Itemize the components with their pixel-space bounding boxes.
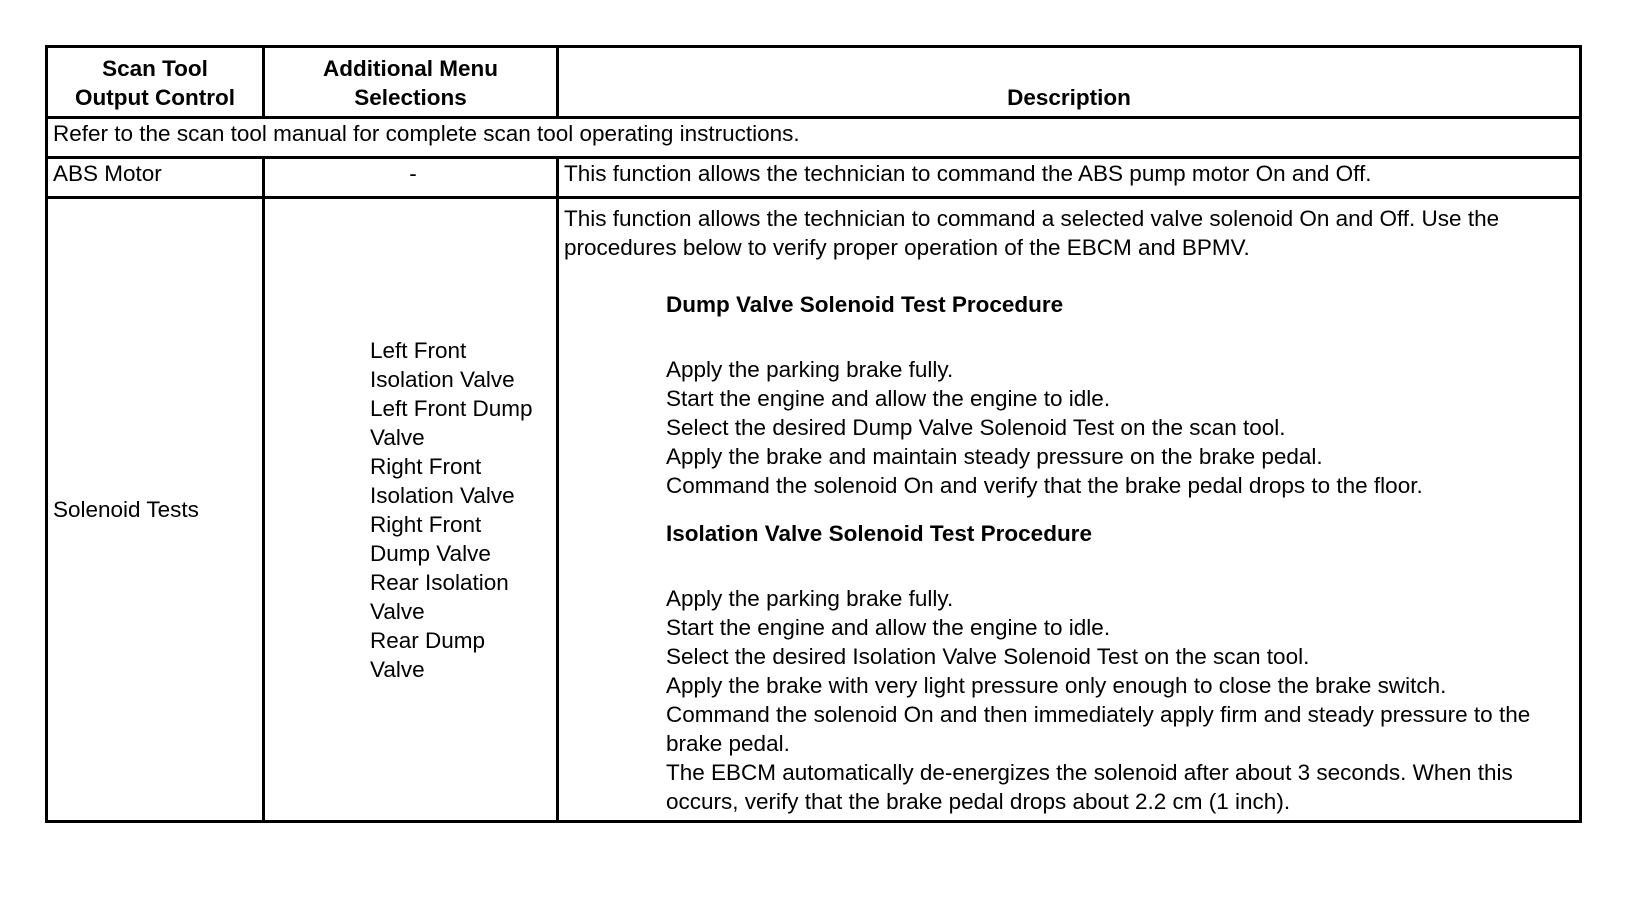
procedure-step: The EBCM automatically de-energizes the solenoid after about 3 seconds. When this occurs, verify that the brake pedal drops about 2.2 cm (1 inch). — [666, 760, 1513, 814]
procedure-step: Apply the parking brake fully. — [666, 586, 954, 611]
menu-selection-none: - — [264, 158, 558, 198]
menu-item: Rear Isolation Valve — [370, 569, 509, 624]
procedure-step: Select the desired Dump Valve Solenoid Test on the scan tool. — [666, 415, 1286, 440]
procedure-step: Start the engine and allow the engine to idle. — [666, 615, 1111, 640]
description-abs-motor: This function allows the technician to command the ABS pump motor On and Off. — [558, 158, 1581, 198]
procedure-step: Apply the brake with very light pressure only enough to close the brake switch. — [666, 673, 1447, 698]
header-scan-tool-output-control — [47, 47, 264, 118]
procedure-step: Command the solenoid On and verify that the brake pedal drops to the floor. — [666, 473, 1423, 498]
menu-item: Right Front Dump Valve — [370, 511, 491, 566]
description-solenoid-tests — [558, 198, 1581, 822]
procedure-step: Command the solenoid On and then immediately apply firm and steady pressure to the brake pedal. — [666, 702, 1531, 756]
header-col2-line1: Additional Menu — [323, 56, 498, 81]
control-solenoid-tests: Solenoid Tests — [47, 198, 264, 822]
header-description: Description — [558, 47, 1581, 118]
header-col1-line1: Scan Tool — [102, 56, 208, 81]
procedure-step: Apply the parking brake fully. — [666, 357, 954, 382]
procedure-title-isolation-valve: Isolation Valve Solenoid Test Procedure — [666, 521, 1092, 546]
menu-item: Left Front Isolation Valve — [370, 337, 515, 392]
menu-item: Left Front Dump Valve — [370, 395, 533, 450]
procedure-steps-isolation-valve — [666, 584, 1571, 816]
procedure-step: Start the engine and allow the engine to idle. — [666, 386, 1111, 411]
note-text: Refer to the scan tool manual for complete scan tool operating instructions. — [47, 118, 1581, 158]
scan-tool-output-controls-table — [45, 45, 1582, 823]
menu-item: Right Front Isolation Valve — [370, 453, 515, 508]
procedure-step: Select the desired Isolation Valve Solenoid Test on the scan tool. — [666, 644, 1310, 669]
menu-item: Rear Dump Valve — [370, 627, 486, 682]
header-col1-line2: Output Control — [75, 85, 235, 110]
header-additional-menu-selections — [264, 47, 558, 118]
note-row — [47, 118, 1581, 158]
procedure-step: Apply the brake and maintain steady pressure on the brake pedal. — [666, 444, 1323, 469]
control-abs-motor: ABS Motor — [47, 158, 264, 198]
description-intro: This function allows the technician to command a selected valve solenoid On and Off. Use the procedures below to verify proper operation of the EBCM and BPMV. — [564, 206, 1500, 260]
menu-selections-list — [264, 198, 558, 822]
table-header-row — [47, 47, 1581, 118]
header-col2-line2: Selections — [354, 85, 467, 110]
procedure-steps-dump-valve — [666, 355, 1571, 500]
table-row — [47, 198, 1581, 822]
procedure-title-dump-valve: Dump Valve Solenoid Test Procedure — [666, 292, 1064, 317]
table-row — [47, 158, 1581, 198]
